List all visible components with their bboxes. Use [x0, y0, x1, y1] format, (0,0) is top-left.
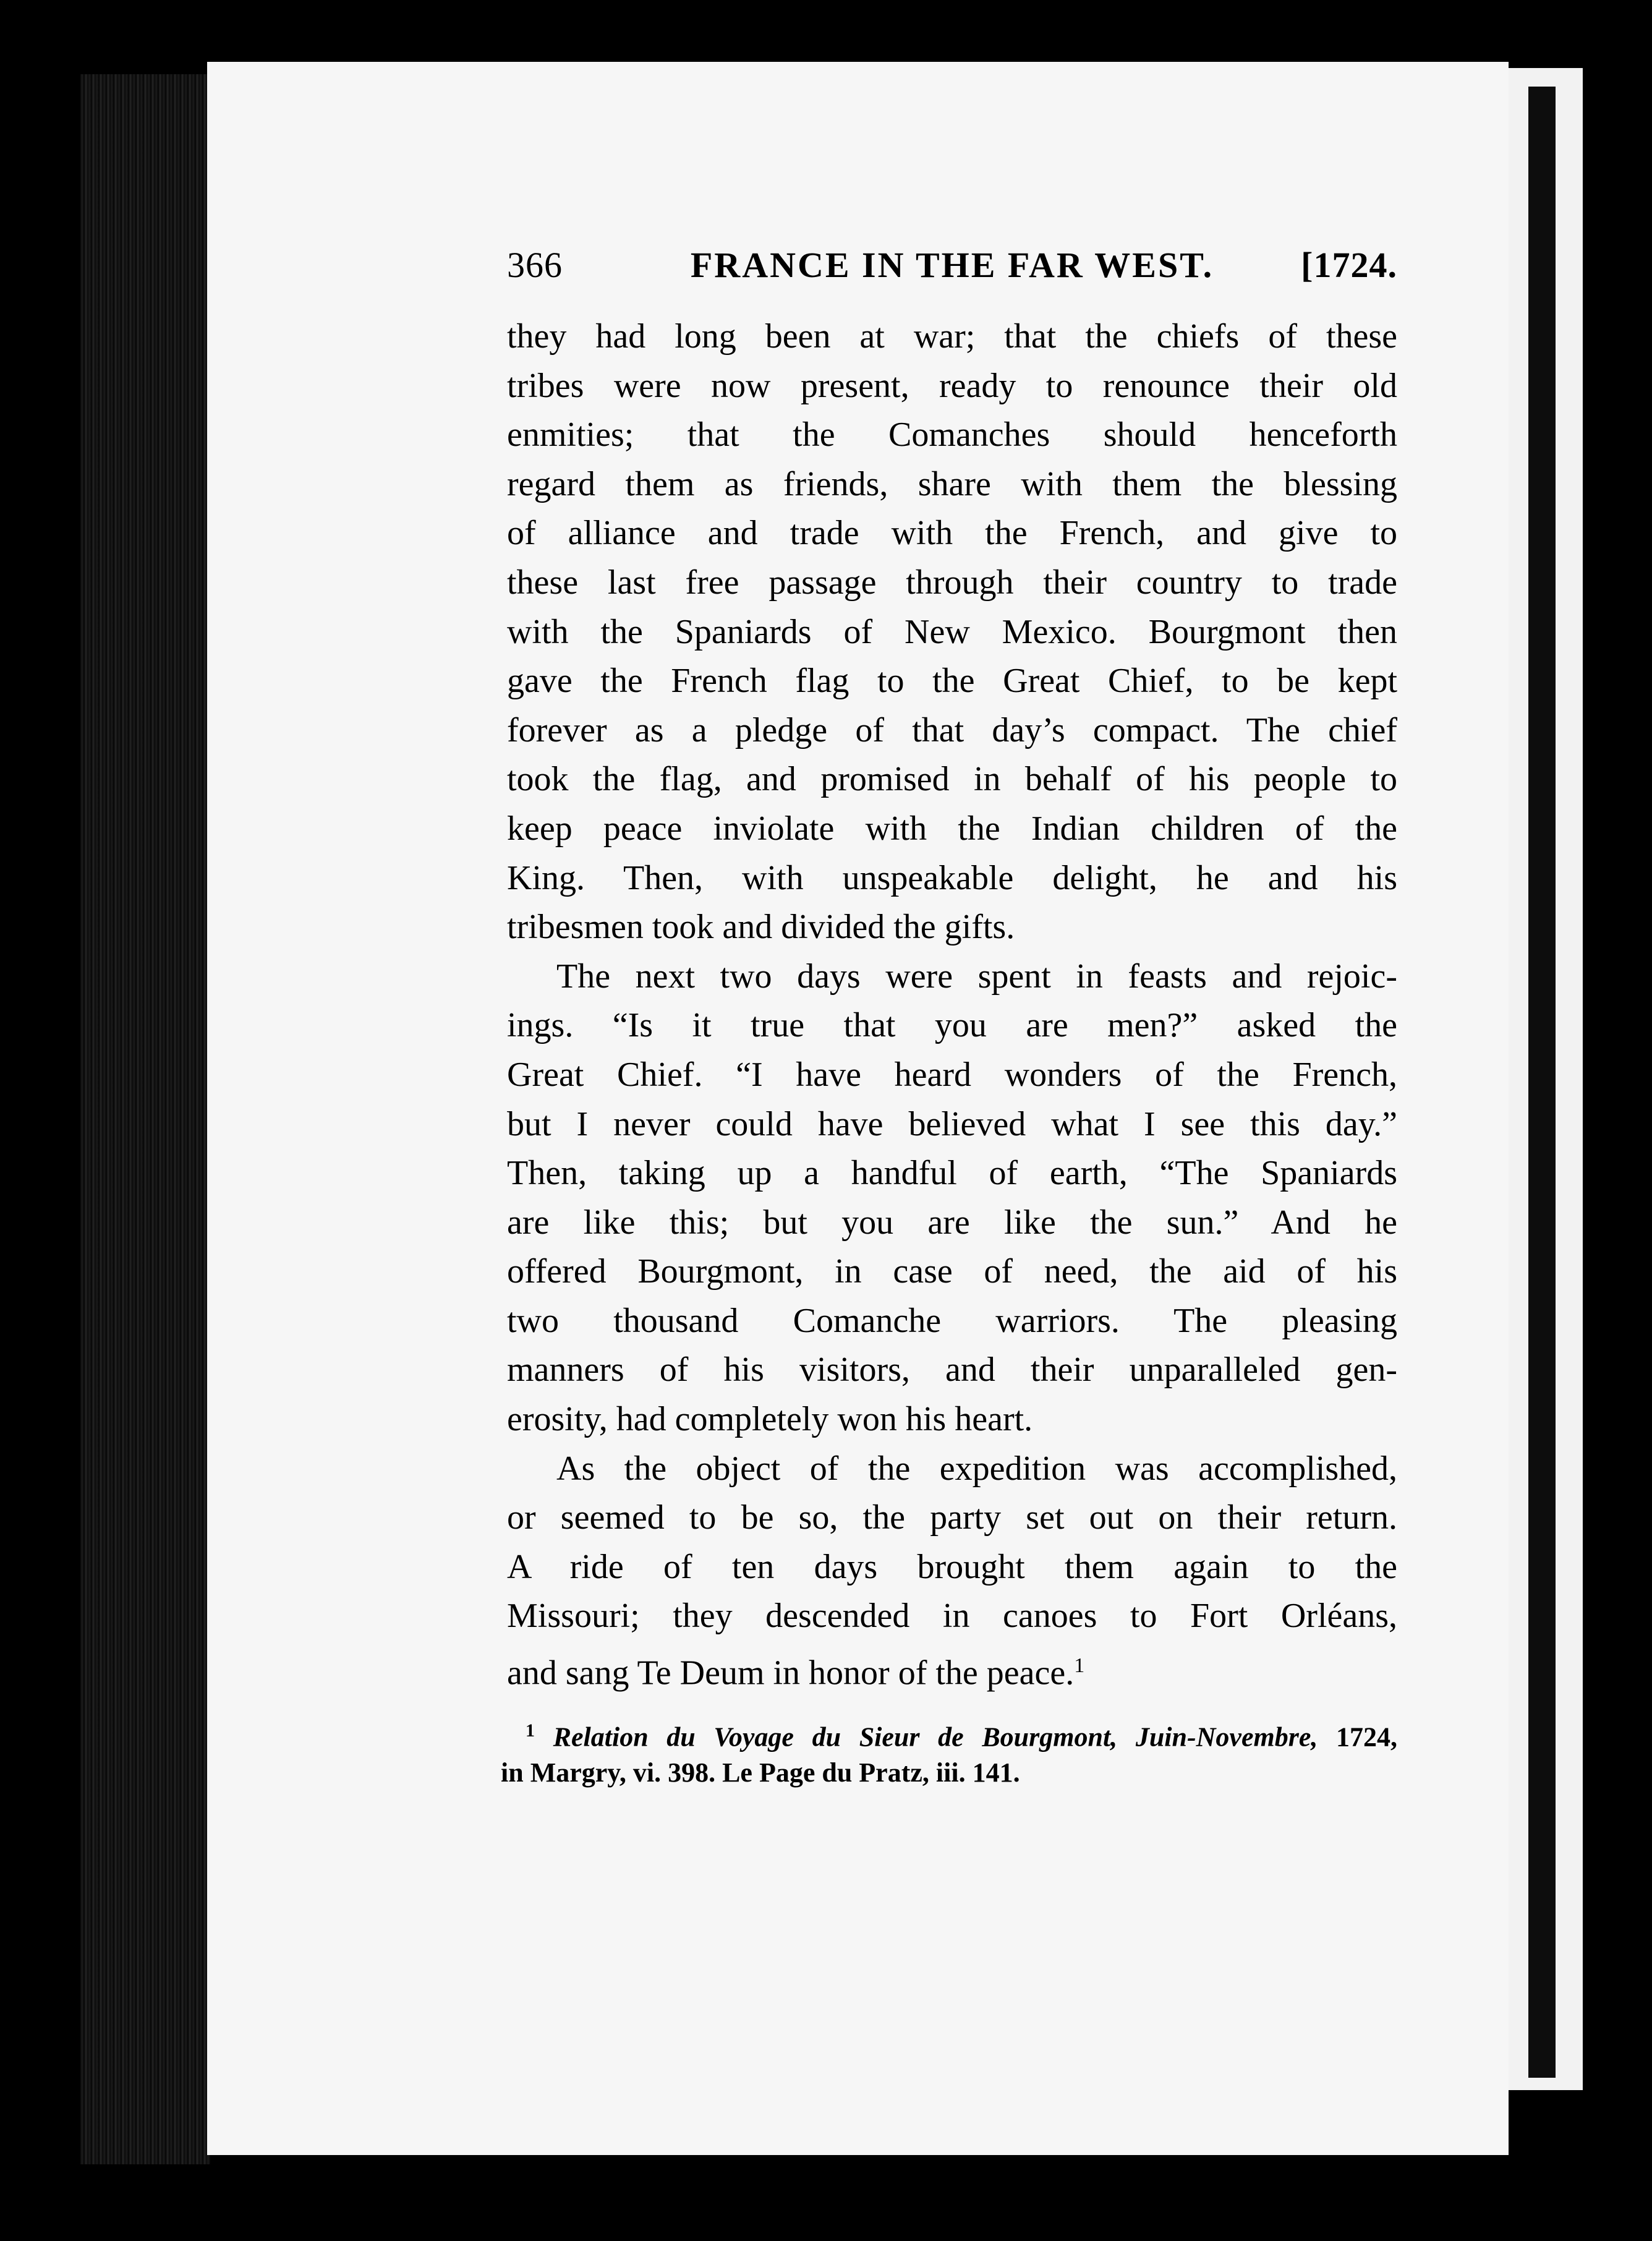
text-line: forever as a pledge of that day’s compact. The chief [507, 711, 1397, 749]
text-line: but I never could have believed what I see this day.” [507, 1104, 1397, 1143]
text-line: keep peace inviolate with the Indian children of the [507, 809, 1397, 848]
running-title: FRANCE IN THE FAR WEST. [690, 245, 1214, 285]
text-line: took the flag, and promised in behalf of his people to [507, 760, 1397, 799]
text-line: As the object of the expedition was accomplished, [556, 1449, 1397, 1488]
footnote-citation-year: 1724, [1318, 1722, 1397, 1752]
footnote-marker: 1 [526, 1720, 535, 1741]
text-line: of alliance and trade with the French, and give to [507, 514, 1397, 553]
text-line: they had long been at war; that the chiefs of these [507, 317, 1397, 356]
text-line: manners of his visitors, and their unparalleled gen- [507, 1351, 1397, 1389]
footnote-reference: 1 [1074, 1654, 1085, 1678]
footnote-line-1 [501, 1713, 1397, 1755]
text-line: ings. “Is it true that you are men?” asked the [507, 1006, 1397, 1045]
text-line: or seemed to be so, the party set out on their return. [507, 1498, 1397, 1537]
text-line: with the Spaniards of New Mexico. Bourgmont then [507, 612, 1397, 651]
text-line: these last free passage through their country to trade [507, 563, 1397, 602]
footnote-citation-title: Relation du Voyage du Sieur de Bourgmont, Juin-Novembre, [553, 1722, 1318, 1752]
text-line: regard them as friends, share with them the blessing [507, 464, 1397, 503]
footnote [501, 1713, 1397, 1790]
page-gutter-shadow [1528, 87, 1556, 2078]
text-line: Then, taking up a handful of earth, “The Spaniards [507, 1154, 1397, 1193]
text-line: tribesmen took and divided the gifts. [507, 908, 1015, 947]
text-line: tribes were now present, ready to renounce their old [507, 366, 1397, 405]
body-text [507, 312, 1397, 1698]
text-line: enmities; that the Comanches should henceforth [507, 416, 1397, 455]
text-line-content: and sang Te Deum in honor of the peace. [507, 1654, 1075, 1692]
text-line: offered Bourgmont, in case of need, the aid of his [507, 1252, 1397, 1291]
text-line: erosity, had completely won his heart. [507, 1400, 1033, 1439]
text-line: Missouri; they descended in canoes to Fort Orléans, [507, 1597, 1397, 1636]
text-line: two thousand Comanche warriors. The pleasing [507, 1301, 1397, 1340]
text-line-with-footnote-ref [507, 1641, 1397, 1698]
running-year: [1724. [1301, 245, 1397, 285]
book-edge [80, 74, 210, 2164]
text-line: gave the French flag to the Great Chief, to be kept [507, 662, 1397, 701]
text-line: The next two days were spent in feasts and rejoic- [556, 957, 1397, 996]
footnote-line-2: in Margry, vi. 398. Le Page du Pratz, iii. 141. [501, 1757, 1020, 1788]
text-line: King. Then, with unspeakable delight, he and his [507, 858, 1397, 897]
running-head [507, 244, 1397, 294]
text-line: are like this; but you are like the sun.” And he [507, 1203, 1397, 1242]
text-line: Great Chief. “I have heard wonders of the French, [507, 1055, 1397, 1094]
text-line: A ride of ten days brought them again to the [507, 1547, 1397, 1586]
page-number: 366 [507, 245, 563, 285]
